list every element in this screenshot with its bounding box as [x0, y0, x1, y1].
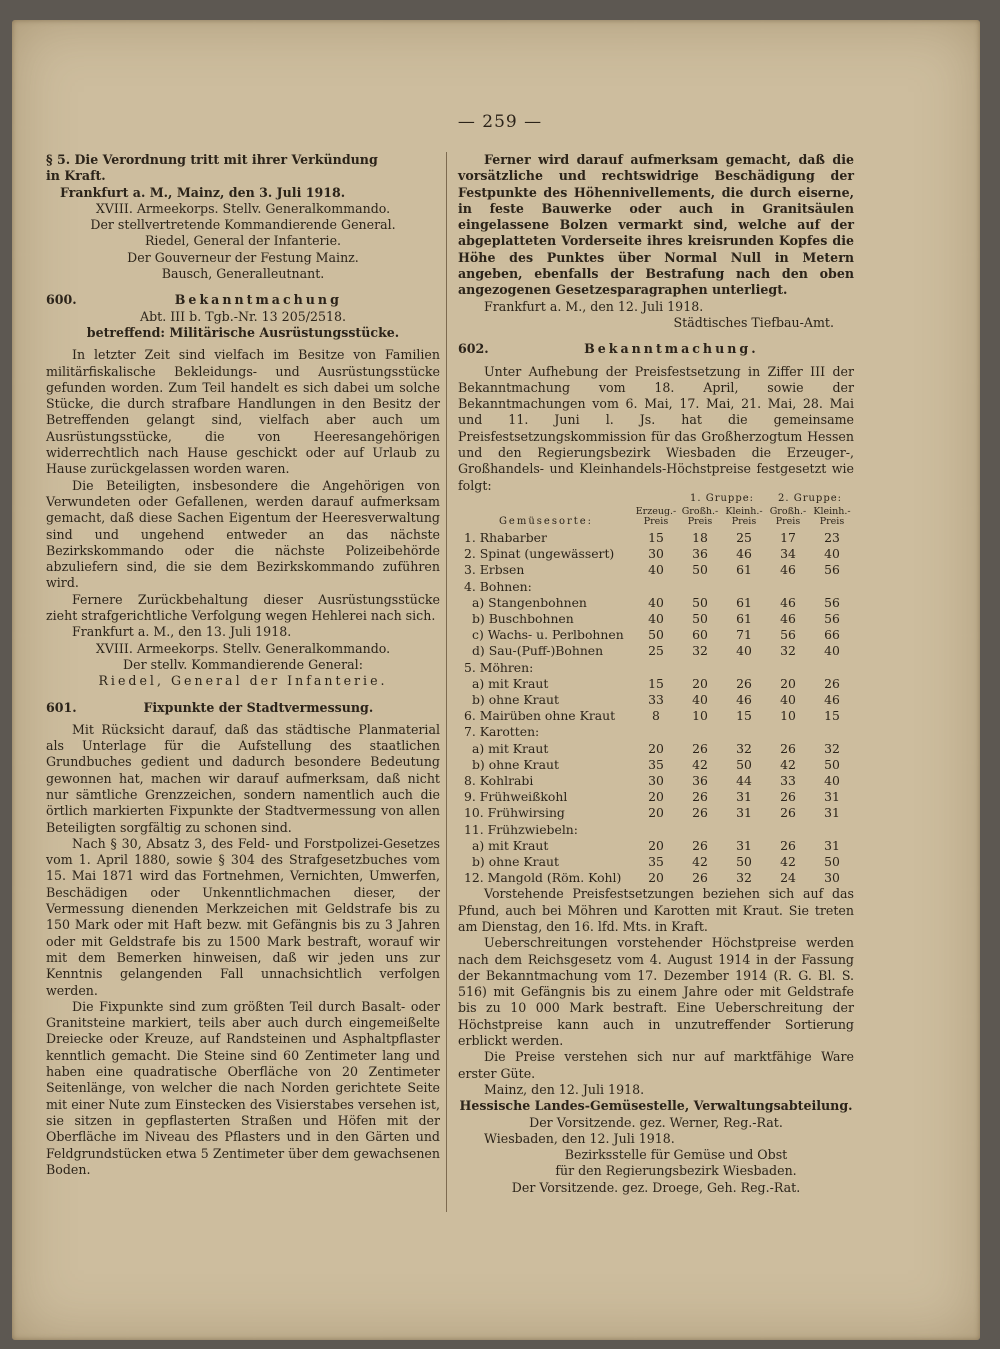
- vegetable-name: 9. Frühweißkohl: [464, 789, 568, 805]
- paragraph: Nach § 30, Absatz 3, des Feld- und Forstpolizei-Gesetzes vom 1. April 1880, sowie § 304 des Strafgesetzbuches vom 15. Mai 1871 wird das Fortnehmen, Vernichten, Umwerfen, Beschädigen oder Unkenntlichmachen dieser, der Vermessung dienenden Merkzeichen mit Geldstrafe bis zu 150 Mark oder mit Haft bezw. mit Gefängnis bis zu 3 Jahren oder mit Geldstrafe bis zu 1500 Mark bestraft, worauf wir mit dem Bemerken hinweisen, daß wir jeden uns zur Kenntnis gelangenden Fall unnachsichtlich verfolgen werden.: [46, 835, 440, 998]
- price-cell: 15: [824, 708, 840, 724]
- price-cell: 20: [648, 870, 664, 886]
- price-cell: 26: [736, 675, 752, 691]
- vegetable-name: b) ohne Kraut: [472, 756, 559, 772]
- price-cell: [678, 579, 722, 595]
- signature: XVIII. Armeekorps. Stellv. Generalkommando.: [95, 640, 391, 656]
- price-cell: 32: [780, 643, 796, 659]
- vegetable-name: 4. Bohnen:: [464, 578, 532, 594]
- price-cell: 61: [736, 610, 752, 626]
- table-row: [458, 595, 854, 611]
- price-cell: 46: [736, 546, 752, 562]
- price-cell: 15: [736, 708, 752, 724]
- price-cell: [634, 579, 678, 595]
- price-cell: [634, 724, 678, 740]
- price-cell: 35: [648, 756, 664, 772]
- text-line: Riedel, General der Infanterie.: [144, 233, 342, 249]
- price-cell: 42: [692, 854, 708, 869]
- price-cell: 40: [648, 610, 664, 626]
- vegetable-name: b) ohne Kraut: [472, 691, 559, 707]
- price-cell: 36: [692, 546, 708, 562]
- price-cell: 30: [824, 870, 840, 886]
- column-header: Großh.- Preis: [681, 505, 719, 527]
- text-line: Frankfurt a. M., Mainz, den 3. Juli 1918.: [60, 184, 346, 200]
- price-cell: 61: [736, 594, 752, 610]
- price-cell: 44: [736, 772, 752, 788]
- vegetable-name: d) Sau-(Puff-)Bohnen: [472, 643, 604, 659]
- price-cell: 31: [736, 837, 752, 853]
- price-cell: 50: [692, 562, 708, 578]
- text-line: Der Gouverneur der Festung Mainz.: [127, 249, 359, 265]
- price-cell: 30: [648, 772, 664, 788]
- price-cell: 50: [736, 854, 752, 869]
- price-cell: 56: [780, 627, 796, 643]
- price-cell: 32: [692, 643, 708, 659]
- vegetable-name: c) Wachs- u. Perlbohnen: [472, 627, 624, 643]
- column-header: Kleinh.- Preis: [813, 505, 851, 527]
- reference-line: Abt. III b. Tgb.-Nr. 13 205/2518.: [139, 308, 347, 324]
- paragraph: Vorstehende Preisfestsetzungen beziehen sich auf das Pfund, auch bei Möhren und Karotten mit Kraut. Sie treten am Dienstag, den 16. lfd. Mts. in Kraft.: [458, 886, 854, 934]
- table-row: [458, 773, 854, 789]
- price-cell: [766, 579, 810, 595]
- text-line: § 5. Die Verordnung tritt mit ihrer Verkündung: [46, 152, 378, 167]
- price-cell: 25: [648, 643, 664, 659]
- vegetable-name: 5. Möhren:: [464, 659, 534, 675]
- vegetable-name: a) mit Kraut: [472, 740, 549, 756]
- paragraph: Ueberschreitungen vorstehender Höchstpreise werden nach dem Reichsgesetz vom 4. August 1914 in der Fassung der Bekanntmachung vom 17. Dezember 1914 (R. G. Bl. S. 516) mit Gefängnis bis zu einem Jahre oder mit Geldstrafe bis zu 10 000 Mark bestraft. Eine Ueberschreitung der Höchstpreise kann auch in unzutreffender Sortierung erblickt werden.: [458, 935, 854, 1049]
- price-cell: [722, 660, 766, 676]
- price-cell: [810, 579, 854, 595]
- column-divider: [446, 152, 447, 1212]
- price-cell: 50: [692, 610, 708, 626]
- table-row: [458, 838, 854, 854]
- price-cell: [678, 660, 722, 676]
- price-cell: 66: [824, 627, 840, 643]
- place-date: Frankfurt a. M., den 13. Juli 1918.: [72, 624, 292, 640]
- vegetable-name: a) mit Kraut: [472, 837, 549, 853]
- table-row: [458, 757, 854, 773]
- price-table-body: [458, 530, 854, 886]
- price-cell: 40: [824, 643, 840, 659]
- table-row: [458, 562, 854, 578]
- section-title: Fixpunkte der Stadtvermessung.: [143, 699, 374, 715]
- signature: Städtisches Tiefbau-Amt.: [673, 314, 834, 330]
- price-cell: 36: [692, 772, 708, 788]
- table-row: [458, 627, 854, 643]
- price-cell: 50: [736, 756, 752, 772]
- price-cell: 26: [780, 789, 796, 805]
- price-cell: 20: [648, 837, 664, 853]
- table-row: [458, 724, 854, 740]
- price-cell: 46: [824, 691, 840, 707]
- vegetable-name: a) Stangenbohnen: [472, 594, 587, 610]
- price-cell: 31: [824, 805, 840, 821]
- price-cell: 31: [736, 789, 752, 805]
- table-row: [458, 870, 854, 886]
- price-cell: 42: [692, 756, 708, 772]
- price-cell: 31: [824, 789, 840, 805]
- price-cell: 46: [780, 562, 796, 578]
- price-cell: 26: [824, 675, 840, 691]
- price-cell: 32: [736, 740, 752, 756]
- price-cell: 50: [824, 854, 840, 869]
- price-cell: [766, 822, 810, 838]
- paragraph: Ferner wird darauf aufmerksam gemacht, daß die vorsätzliche und rechtswidrige Beschädigung der Festpunkte des Höhennivellements, die durch eiserne, in feste Bauwerke oder auch in Granitsäulen eingelassene Bolzen vermarkt sind, welche auf der abgeplatteten Vorderseite ihres kreisrunden Kopfes die Höhe des Punktes über Normal Null in Metern angeben, ebenfalls der Bestrafung nach den oben angezogenen Gesetzesparagraphen unterliegt.: [458, 152, 854, 298]
- price-cell: 26: [692, 870, 708, 886]
- price-cell: [678, 822, 722, 838]
- price-cell: 50: [648, 627, 664, 643]
- column-header: Kleinh.- Preis: [725, 505, 763, 527]
- table-row: [458, 530, 854, 546]
- table-row: [458, 708, 854, 724]
- place-date: Mainz, den 12. Juli 1918.: [484, 1081, 645, 1097]
- section-heading-600: [46, 292, 440, 308]
- price-cell: 32: [824, 740, 840, 756]
- text-line: Der stellvertretende Kommandierende General.: [90, 217, 396, 233]
- price-cell: 20: [648, 740, 664, 756]
- signature: Der Vorsitzende. gez. Werner, Reg.-Rat.: [529, 1114, 783, 1130]
- price-cell: 25: [736, 529, 752, 545]
- table-row: [458, 611, 854, 627]
- table-row: [458, 660, 854, 676]
- table-row: [458, 805, 854, 821]
- section-number: 601.: [46, 699, 77, 715]
- table-row: [458, 676, 854, 692]
- price-cell: [722, 822, 766, 838]
- price-cell: 26: [780, 805, 796, 821]
- subject-line: betreffend: Militärische Ausrüstungsstücke.: [86, 324, 400, 340]
- price-cell: 31: [824, 837, 840, 853]
- price-cell: 15: [648, 529, 664, 545]
- price-cell: 10: [692, 708, 708, 724]
- price-cell: 42: [780, 756, 796, 772]
- price-cell: [766, 660, 810, 676]
- paragraph: Fernere Zurückbehaltung dieser Ausrüstungsstücke zieht strafgerichtliche Verfolgung wegen Hehlerei nach sich.: [46, 591, 440, 624]
- text-line: in Kraft.: [46, 168, 106, 184]
- price-cell: 40: [736, 643, 752, 659]
- vegetable-name: a) mit Kraut: [472, 675, 549, 691]
- column-header: Erzeug.- Preis: [635, 505, 677, 527]
- paragraph: Mit Rücksicht darauf, daß das städtische Planmaterial als Unterlage für die Aufstellung des staatlichen Grundbuches gedient und dadurch besondere Bedeutung gewonnen hat, machen wir darauf aufmerksam, daß nicht nur sämtliche Grenzzeichen, sondern namentlich auch die örtlich markierten Fixpunkte der Stadtvermessung von allen Beteiligten sorgfältig zu schonen sind.: [46, 721, 440, 835]
- paragraph: Die Preise verstehen sich nur auf marktfähige Ware erster Güte.: [458, 1049, 854, 1081]
- price-cell: 26: [692, 805, 708, 821]
- price-cell: 46: [780, 610, 796, 626]
- price-cell: [810, 660, 854, 676]
- paragraph: In letzter Zeit sind vielfach im Besitze von Familien militärfiskalische Bekleidungs- und Ausrüstungsstücke gefunden worden. Zum Teil handelt es sich dabei um solche Stücke, die durch strafbare Handlungen in den Besitz der Betreffenden gelangt sind, vielfach aber auch um Ausrüstungsstücke, die von Heeresangehörigen widerrechtlich nach Hause geschickt oder auf Urlaub zu Hause zurückgelassen worden waren.: [46, 347, 440, 477]
- signature: Hessische Landes-Gemüsestelle, Verwaltungsabteilung.: [459, 1098, 853, 1114]
- price-cell: 50: [824, 756, 840, 772]
- price-cell: 50: [692, 594, 708, 610]
- table-row: [458, 579, 854, 595]
- signature: Der Vorsitzende. gez. Droege, Geh. Reg.-Rat.: [511, 1179, 801, 1195]
- vegetable-name: 2. Spinat (ungewässert): [464, 546, 615, 562]
- price-cell: 40: [648, 562, 664, 578]
- price-cell: [722, 724, 766, 740]
- group-header: 2. Gruppe:: [777, 492, 843, 504]
- column-header: Gemüsesorte:: [498, 515, 594, 527]
- price-cell: 23: [824, 529, 840, 545]
- paragraph: Unter Aufhebung der Preisfestsetzung in Ziffer III der Bekanntmachung vom 18. April, sowie der Bekanntmachungen vom 6. Mai, 17. Mai, 21. Mai, 28. Mai und 11. Juni l. Js. hat die gemeinsame Preisfestsetzungskommission für das Großherzogtum Hessen und den Regierungsbezirk Wiesbaden die Erzeuger-, Großhandels- und Kleinhandels-Höchstpreise festgesetzt wie folgt:: [458, 363, 854, 493]
- text-line: Bausch, Generalleutnant.: [161, 266, 325, 282]
- section-heading-601: [46, 700, 440, 716]
- price-cell: 20: [648, 789, 664, 805]
- price-cell: 17: [780, 529, 796, 545]
- left-column: [46, 152, 440, 1178]
- price-cell: 40: [780, 691, 796, 707]
- place-date: Frankfurt a. M., den 12. Juli 1918.: [484, 298, 704, 314]
- price-cell: [766, 724, 810, 740]
- price-cell: 40: [824, 546, 840, 562]
- price-cell: 20: [780, 675, 796, 691]
- price-cell: [722, 579, 766, 595]
- price-cell: [810, 724, 854, 740]
- price-cell: 20: [692, 675, 708, 691]
- text-line: XVIII. Armeekorps. Stellv. Generalkommando.: [95, 200, 391, 216]
- price-cell: 33: [780, 772, 796, 788]
- price-cell: 40: [692, 691, 708, 707]
- table-row: [458, 854, 854, 870]
- price-cell: 30: [648, 546, 664, 562]
- price-cell: 60: [692, 627, 708, 643]
- price-cell: 20: [648, 805, 664, 821]
- price-cell: 18: [692, 529, 708, 545]
- paragraph: Die Beteiligten, insbesondere die Angehörigen von Verwundeten oder Gefallenen, werden darauf aufmerksam gemacht, daß diese Sachen Eigentum der Heeresverwaltung sind und ungehend entweder an das nächste Bezirkskommando oder die nächste Polizeibehörde abzuliefern sind, die sie dem Bezirkskommando zuführen wird.: [46, 477, 440, 591]
- price-cell: [810, 822, 854, 838]
- price-cell: 26: [780, 837, 796, 853]
- paragraph: Die Fixpunkte sind zum größten Teil durch Basalt- oder Granitsteine markiert, teils aber auch durch eingemeißelte Dreiecke oder Kreuze, auf Randsteinen und Asphaltpflaster kenntlich gemacht. Die Steine sind 60 Zentimeter lang und haben eine quadratische Oberfläche von 20 Zentimeter Seitenlänge, von welcher die nach Norden gerichtete Seite mit einer Nute zum Einstecken des Visierstabes versehen ist, sie sitzen in gepflasterten Straßen und Höfen mit der Oberfläche im Niveau des Pflasters und in den Gärten und Feldgrundstücken etwa 5 Zentimeter über dem gewachsenen Boden.: [46, 998, 440, 1177]
- price-cell: 40: [648, 594, 664, 610]
- table-row: [458, 741, 854, 757]
- place-date: Wiesbaden, den 12. Juli 1918.: [484, 1130, 675, 1146]
- table-row: [458, 789, 854, 805]
- right-column: [458, 152, 854, 1196]
- vegetable-name: b) Buschbohnen: [472, 610, 574, 626]
- vegetable-name: 7. Karotten:: [464, 724, 540, 740]
- price-cell: 8: [652, 708, 660, 724]
- group-header: 1. Gruppe:: [689, 492, 755, 504]
- price-cell: 26: [692, 789, 708, 805]
- price-cell: 26: [692, 837, 708, 853]
- price-cell: 56: [824, 562, 840, 578]
- vegetable-name: 3. Erbsen: [464, 562, 525, 578]
- section-number: 600.: [46, 292, 77, 308]
- section-title: Bekanntmachung.: [584, 341, 759, 357]
- column-header: Großh.- Preis: [769, 505, 807, 527]
- price-cell: 34: [780, 546, 796, 562]
- price-cell: [634, 822, 678, 838]
- price-cell: 40: [824, 772, 840, 788]
- section-title: Bekanntmachung: [174, 292, 342, 308]
- price-cell: 56: [824, 594, 840, 610]
- price-cell: 71: [736, 627, 752, 643]
- price-cell: [678, 724, 722, 740]
- table-row: [458, 692, 854, 708]
- price-cell: 26: [780, 740, 796, 756]
- price-cell: 46: [780, 594, 796, 610]
- price-cell: 26: [692, 740, 708, 756]
- table-row: [458, 643, 854, 659]
- table-row: [458, 546, 854, 562]
- vegetable-name: 10. Frühwirsing: [464, 805, 565, 821]
- signature: für den Regierungsbezirk Wiesbaden.: [555, 1163, 797, 1179]
- section-heading-602: [458, 341, 854, 357]
- vegetable-name: 8. Kohlrabi: [464, 772, 534, 788]
- vegetable-name: 6. Mairüben ohne Kraut: [464, 708, 616, 724]
- price-cell: 24: [780, 870, 796, 886]
- price-cell: 35: [648, 854, 664, 869]
- price-cell: 31: [736, 805, 752, 821]
- price-table: [458, 494, 854, 886]
- vegetable-name: 12. Mangold (Röm. Kohl): [464, 870, 622, 886]
- vegetable-name: 1. Rhabarber: [464, 529, 547, 545]
- price-cell: 61: [736, 562, 752, 578]
- page-number: — 259 —: [457, 112, 543, 132]
- price-cell: 15: [648, 675, 664, 691]
- price-cell: 32: [736, 870, 752, 886]
- signature: Der stellv. Kommandierende General:: [123, 656, 363, 672]
- price-cell: 56: [824, 610, 840, 626]
- price-cell: [634, 660, 678, 676]
- table-row: [458, 822, 854, 838]
- price-cell: 33: [648, 691, 664, 707]
- vegetable-name: b) ohne Kraut: [472, 854, 559, 869]
- signature: Bezirksstelle für Gemüse und Obst: [564, 1147, 788, 1163]
- vegetable-name: 11. Frühzwiebeln:: [464, 821, 578, 837]
- price-cell: 46: [736, 691, 752, 707]
- section-number: 602.: [458, 341, 489, 357]
- signature: Riedel, General der Infanterie.: [98, 673, 388, 689]
- price-cell: 42: [780, 854, 796, 869]
- price-cell: 10: [780, 708, 796, 724]
